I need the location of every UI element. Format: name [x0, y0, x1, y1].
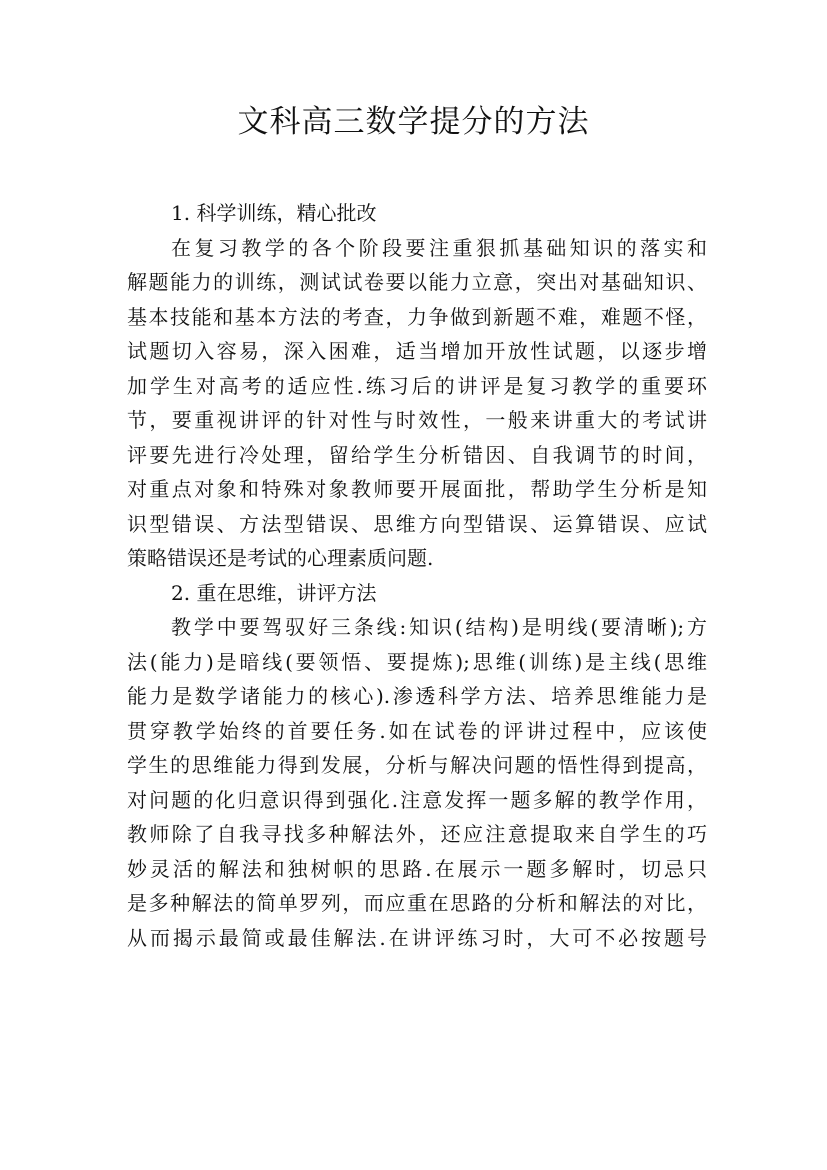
- paragraph-line: 基本技能和基本方法的考查，力争做到新题不难，难题不怪，: [127, 304, 707, 329]
- section-heading-1: 1. 科学训练，精心批改: [171, 201, 377, 225]
- paragraph-line: 贯穿教学始终的首要任务.如在试卷的评讲过程中，应该使: [127, 718, 707, 743]
- paragraph-line: 教学中要驾驭好三条线:知识(结构)是明线(要清晰);方: [171, 615, 707, 639]
- paragraph-line: 学生的思维能力得到发展，分析与解决问题的悟性得到提高，: [127, 753, 707, 777]
- paragraph-line: 对问题的化归意识得到强化.注意发挥一题多解的教学作用，: [127, 787, 707, 812]
- paragraph-line: 妙灵活的解法和独树帜的思路.在展示一题多解时，切忌只: [127, 856, 707, 881]
- paragraph-line: 节，要重视讲评的针对性与时效性，一般来讲重大的考试讲: [127, 408, 707, 432]
- paragraph-line: 策略错误还是考试的心理素质问题.: [127, 546, 434, 570]
- paragraph-line: 是多种解法的简单罗列，而应重在思路的分析和解法的对比，: [127, 891, 707, 915]
- paragraph-line: 教师除了自我寻找多种解法外，还应注意提取来自学生的巧: [127, 822, 707, 846]
- paragraph-line: 解题能力的训练，测试试卷要以能力立意，突出对基础知识、: [127, 270, 707, 294]
- paragraph-line: 加学生对高考的适应性.练习后的讲评是复习教学的重要环: [127, 373, 707, 398]
- paragraph-line: 法(能力)是暗线(要领悟、要提炼);思维(训练)是主线(思维: [127, 649, 707, 674]
- paragraph-line: 从而揭示最简或最佳解法.在讲评练习时，大可不必按题号: [127, 925, 707, 950]
- document-body: [127, 196, 707, 955]
- document-title: 文科高三数学提分的方法: [237, 104, 590, 140]
- paragraph-line: 评要先进行冷处理，留给学生分析错因、自我调节的时间，: [127, 442, 707, 467]
- paragraph-line: 能力是数学诸能力的核心).渗透科学方法、培养思维能力是: [127, 684, 707, 708]
- paragraph-line: 对重点对象和特殊对象教师要开展面批，帮助学生分析是知: [127, 477, 707, 501]
- paragraph-line: 试题切入容易，深入困难，适当增加开放性试题，以逐步增: [127, 339, 707, 363]
- paragraph-line: 识型错误、方法型错误、思维方向型错误、运算错误、应试: [127, 511, 707, 536]
- paragraph-line: 在复习教学的各个阶段要注重狠抓基础知识的落实和: [171, 235, 707, 260]
- section-heading-2: 2. 重在思维，讲评方法: [171, 580, 377, 605]
